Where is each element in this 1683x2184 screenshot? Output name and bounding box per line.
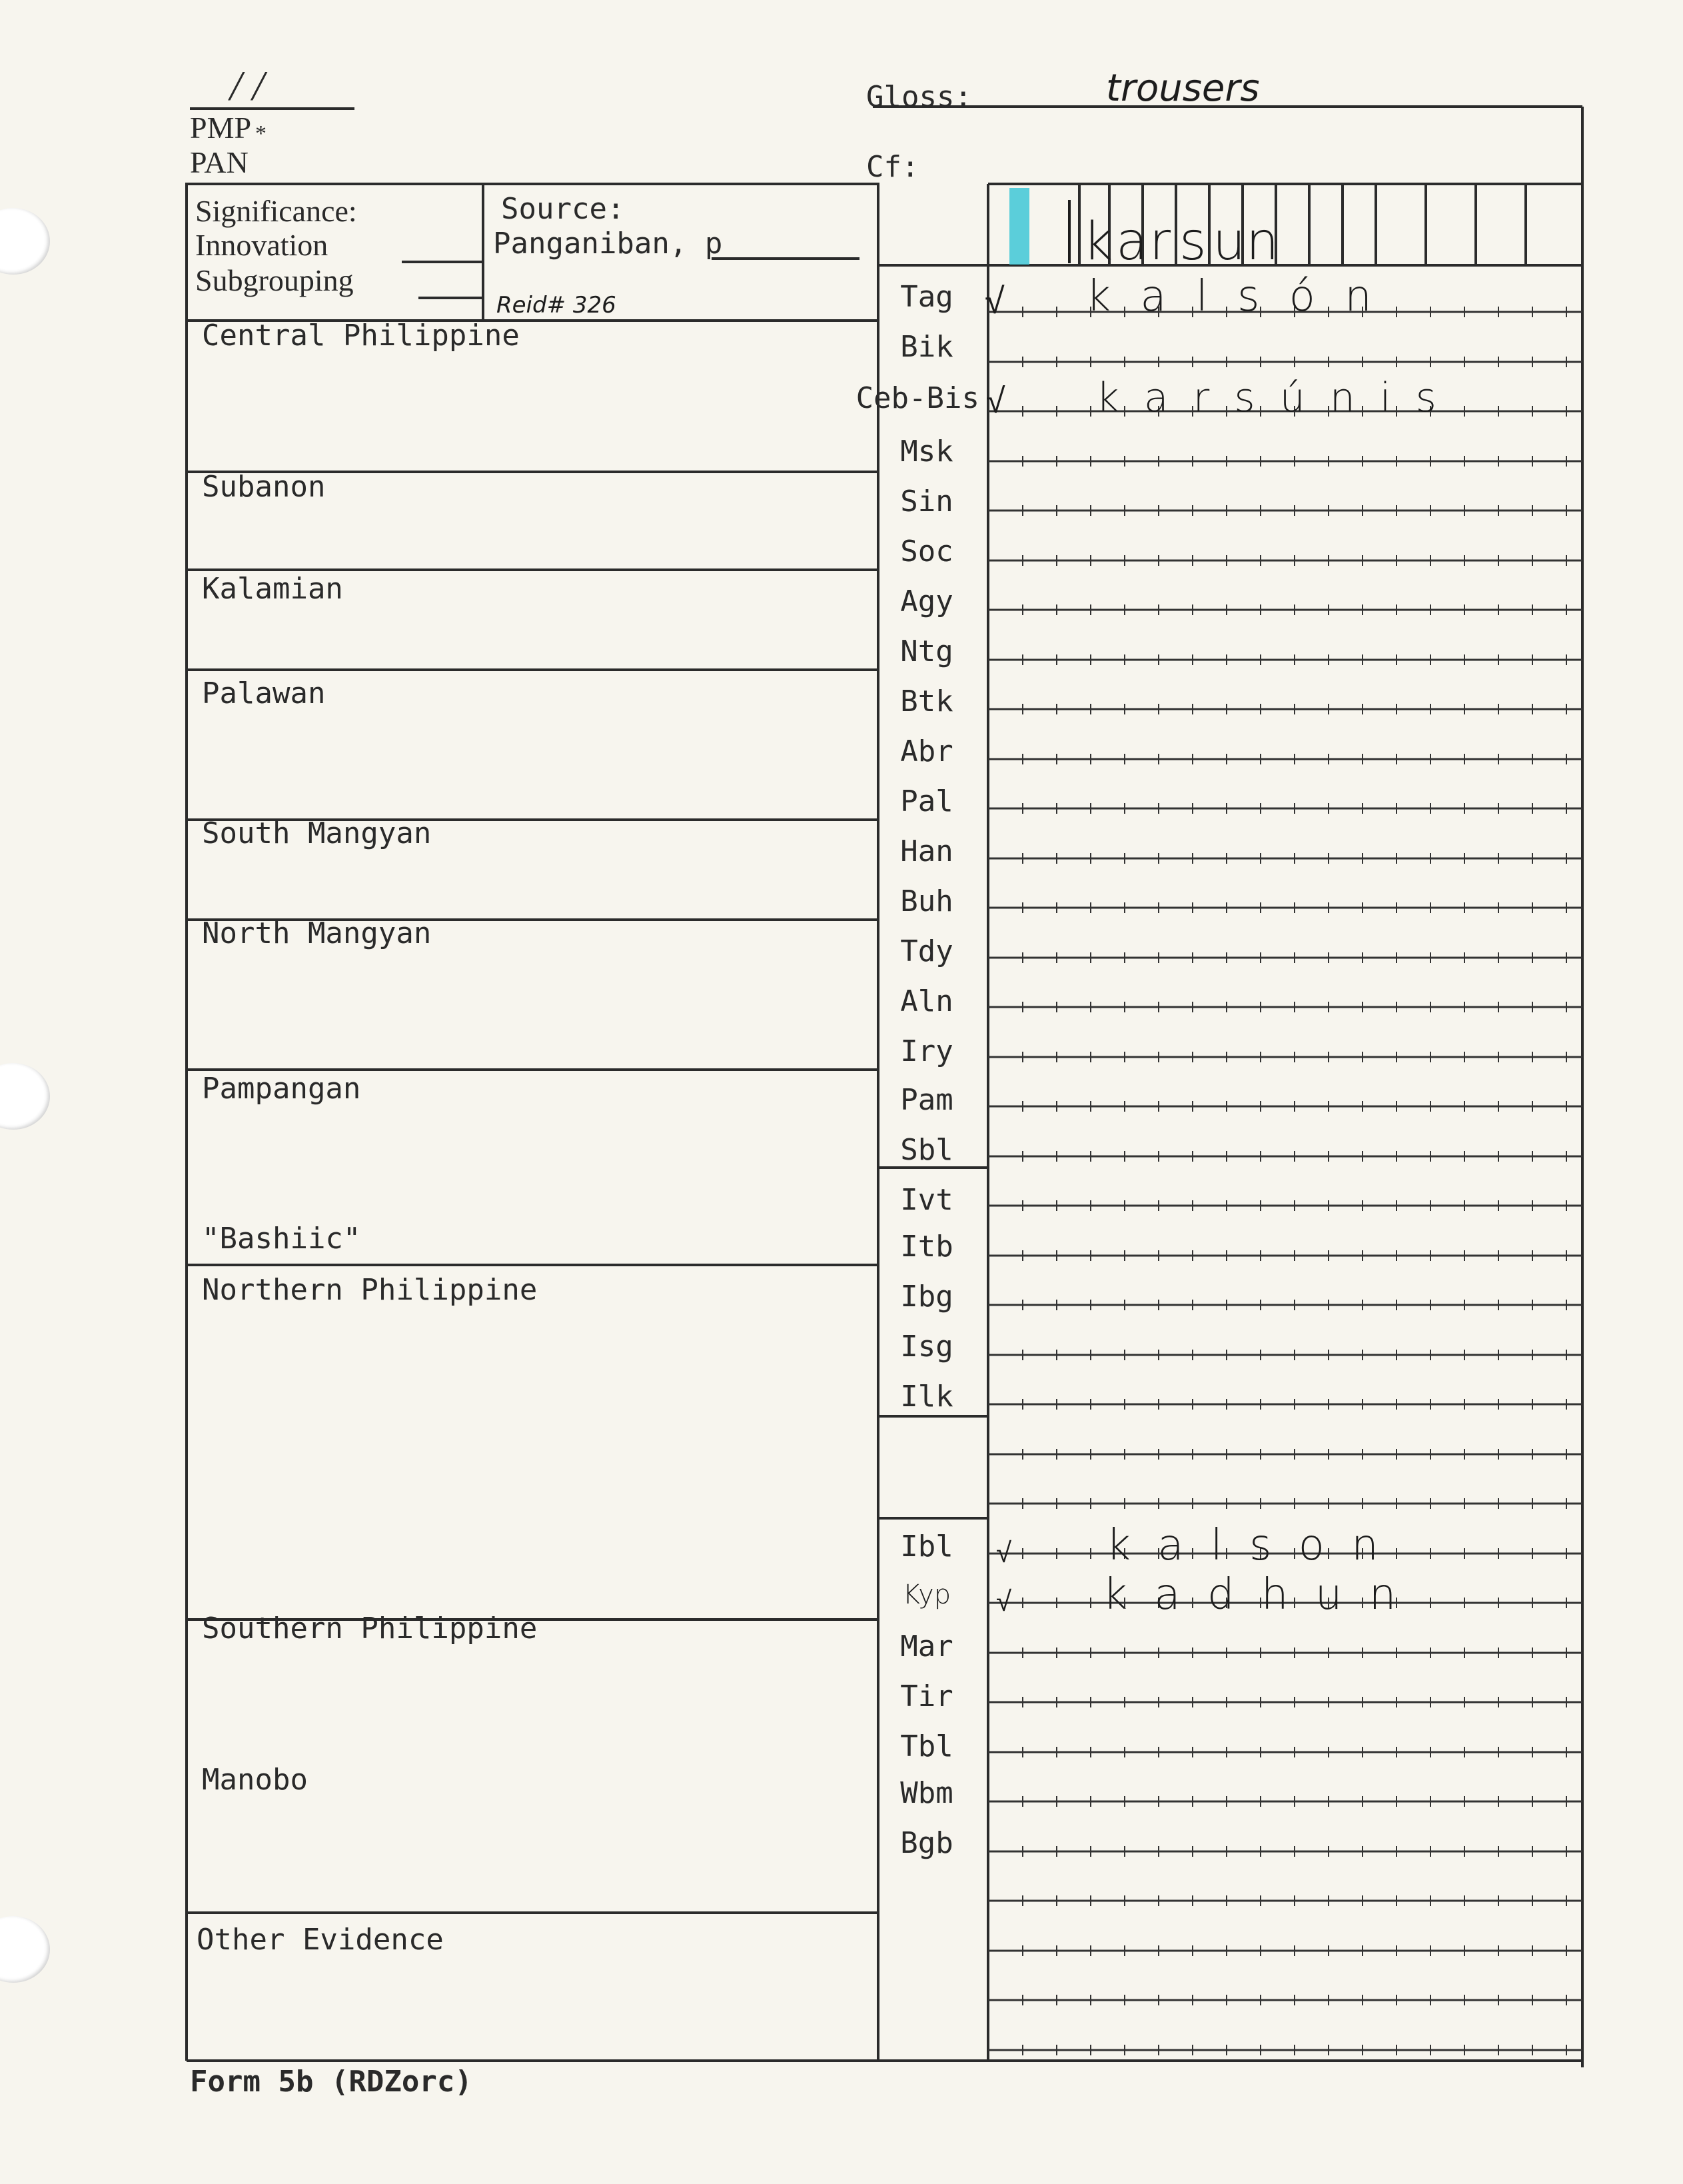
lang-isg: Isg <box>900 1330 953 1364</box>
gloss-label: Gloss: <box>866 80 972 114</box>
entry-kyp: k a d h u n <box>1103 1570 1403 1620</box>
cf-label: Cf: <box>866 150 919 184</box>
form-footer: Form 5b (RDZorc) <box>190 2065 472 2099</box>
entry-tag-check: √ <box>985 280 1005 322</box>
lang-sin: Sin <box>900 485 953 519</box>
group-subanon: Subanon <box>202 470 326 504</box>
asterisk: * <box>255 121 267 146</box>
lang-tir: Tir <box>900 1679 953 1713</box>
group-south-mangyan: South Mangyan <box>202 816 432 850</box>
recon-letter: r <box>1149 212 1171 272</box>
recon-letter: a <box>1116 212 1148 272</box>
recon-letter: k <box>1083 212 1113 272</box>
lang-han: Han <box>900 834 953 868</box>
lang-bgb: Bgb <box>900 1826 953 1860</box>
lang-pam: Pam <box>900 1083 953 1117</box>
lang-ibl: Ibl <box>900 1530 953 1564</box>
slash-marks: / / <box>230 62 265 109</box>
lang-kyp: Kyp <box>902 1580 951 1610</box>
group-other-evidence: Other Evidence <box>197 1923 444 1957</box>
pan-label: PAN <box>190 145 249 179</box>
lang-aln: Aln <box>900 984 953 1018</box>
entry-ibl: k a l s o n <box>1106 1521 1385 1570</box>
lang-tdy: Tdy <box>900 934 953 968</box>
entry-ceb: k a r s ú n i s <box>1096 375 1442 421</box>
lang-msk: Msk <box>900 435 953 469</box>
lang-buh: Buh <box>900 884 953 918</box>
group-southern-philippine: Southern Philippine <box>202 1612 538 1645</box>
group-manobo: Manobo <box>202 1763 308 1797</box>
lang-ceb-bis: Ceb-Bis <box>855 381 979 415</box>
gloss-value: trousers <box>1106 67 1260 110</box>
lang-iry: Iry <box>900 1034 953 1068</box>
recon-letter: n <box>1246 212 1279 272</box>
pmp-label: PMP <box>190 111 252 145</box>
lang-tag: Tag <box>900 280 953 314</box>
lang-wbm: Wbm <box>900 1776 953 1810</box>
innovation-label: Innovation <box>195 228 328 262</box>
entry-ibl-check: √ <box>996 1536 1012 1569</box>
lang-tbl: Tbl <box>900 1729 953 1763</box>
lang-mar: Mar <box>900 1630 953 1663</box>
entry-tag: k a l s ó n <box>1086 272 1380 321</box>
lang-ivt: Ivt <box>900 1183 953 1217</box>
recon-letter: s <box>1179 212 1207 272</box>
entry-ceb-check: √ <box>986 381 1005 421</box>
lang-ntg: Ntg <box>900 634 953 668</box>
group-north-mangyan: North Mangyan <box>202 916 432 950</box>
source-value: Panganiban, p <box>493 227 723 261</box>
lang-ibg: Ibg <box>900 1280 953 1314</box>
lang-soc: Soc <box>900 535 953 568</box>
group-bashiic: "Bashiic" <box>202 1222 361 1256</box>
reid-number: Reid# 326 <box>496 292 616 319</box>
lang-itb: Itb <box>900 1230 953 1264</box>
recon-letter: u <box>1213 212 1246 272</box>
entry-kyp-check: √ <box>996 1585 1012 1618</box>
group-palawan: Palawan <box>202 676 326 710</box>
group-pampangan: Pampangan <box>202 1072 361 1106</box>
lang-sbl: Sbl <box>900 1133 953 1167</box>
significance-label: Significance: <box>195 194 357 228</box>
group-northern-philippine: Northern Philippine <box>202 1273 538 1307</box>
lang-btk: Btk <box>900 684 953 718</box>
lang-abr: Abr <box>900 734 953 768</box>
group-kalamian: Kalamian <box>202 572 343 606</box>
lang-agy: Agy <box>900 584 953 618</box>
group-central-philippine: Central Philippine <box>202 319 520 353</box>
subgrouping-label: Subgrouping <box>195 263 354 297</box>
lang-pal: Pal <box>900 784 953 818</box>
lang-ilk: Ilk <box>900 1380 953 1414</box>
lang-bik: Bik <box>900 330 953 364</box>
source-label: Source: <box>501 192 625 226</box>
